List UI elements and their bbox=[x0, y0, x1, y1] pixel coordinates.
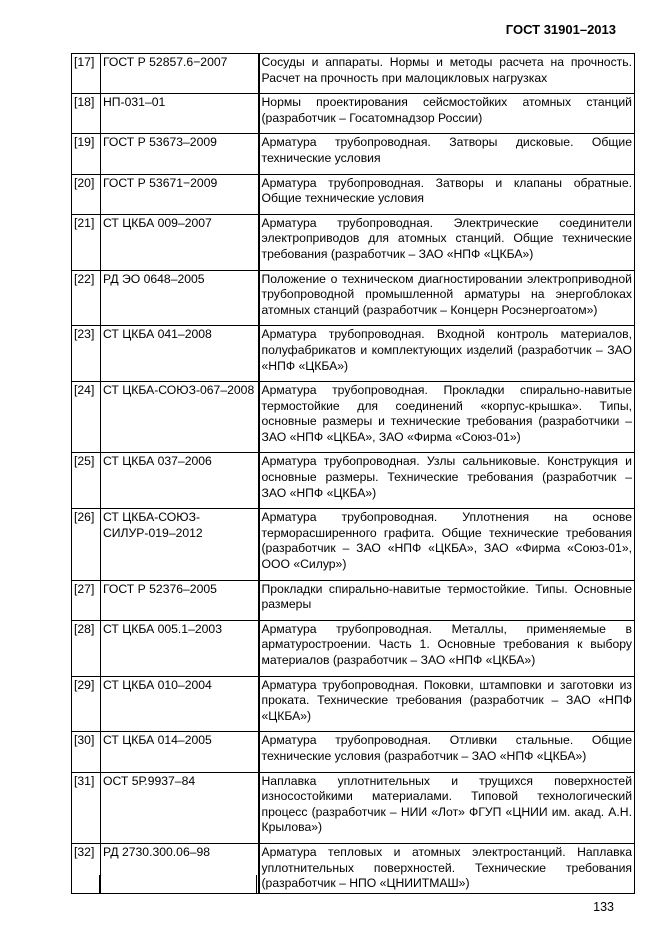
reference-code: СТ ЦКБА-СОЮЗ-067–2008 bbox=[101, 382, 259, 447]
reference-code: СТ ЦКБА 037–2006 bbox=[101, 453, 259, 502]
reference-number: [30] bbox=[72, 732, 101, 766]
reference-row bbox=[72, 620, 635, 669]
references-table-body bbox=[72, 54, 635, 894]
reference-number: [28] bbox=[72, 620, 101, 669]
reference-number: [32] bbox=[72, 843, 101, 893]
reference-number: [24] bbox=[72, 382, 101, 447]
reference-number: [22] bbox=[72, 270, 101, 319]
reference-title: Арматура трубопроводная. Металлы, применяемые в арматуростроении. Часть 1. Основные требования к выбору материалов (разработчик – ЗАО «НПФ «ЦКБА») bbox=[259, 620, 635, 669]
standard-code: ГОСТ 31901–2013 bbox=[505, 22, 616, 37]
reference-title: Арматура тепловых и атомных электростанций. Наплавка уплотнительных поверхностей. Технические требования (разработчик – НПО «ЦНИИТМАШ») bbox=[259, 843, 635, 893]
reference-title: Арматура трубопроводная. Прокладки спирально-навитые термостойкие для соединений «корпус-крышка». Типы, основные размеры и технические требования (разработчики – ЗАО «НПФ «ЦКБА», ЗАО «Фирма «Союз-01») bbox=[259, 382, 635, 447]
reference-code: ГОСТ Р 53673–2009 bbox=[101, 134, 259, 168]
reference-number: [19] bbox=[72, 134, 101, 168]
reference-title: Арматура трубопроводная. Затворы и клапаны обратные. Общие технические условия bbox=[259, 174, 635, 208]
reference-code: ОСТ 5Р.9937–84 bbox=[101, 772, 259, 837]
reference-row bbox=[72, 382, 635, 447]
reference-code: СТ ЦКБА 041–2008 bbox=[101, 326, 259, 375]
reference-row bbox=[72, 772, 635, 837]
reference-title: Прокладки спирально-навитые термостойкие. Типы. Основные размеры bbox=[259, 580, 635, 614]
reference-number: [18] bbox=[72, 94, 101, 128]
reference-row bbox=[72, 453, 635, 502]
reference-title: Арматура трубопроводная. Уплотнения на основе терморасширенного графита. Общие технические требования (разработчик – ЗАО «НПФ «ЦКБА», ЗАО «Фирма «Союз-01», ООО «Силур») bbox=[259, 509, 635, 574]
table-tail-line-num bbox=[99, 875, 100, 893]
reference-row bbox=[72, 214, 635, 263]
reference-code: СТ ЦКБА 009–2007 bbox=[101, 214, 259, 263]
reference-row bbox=[72, 326, 635, 375]
reference-row bbox=[72, 676, 635, 725]
reference-code: ГОСТ Р 53671−2009 bbox=[101, 174, 259, 208]
reference-row bbox=[72, 94, 635, 128]
reference-row bbox=[72, 509, 635, 574]
reference-code: РД ЭО 0648–2005 bbox=[101, 270, 259, 319]
reference-row bbox=[72, 580, 635, 614]
page-number-text: 133 bbox=[593, 900, 614, 914]
table-tail-line-code bbox=[256, 875, 257, 893]
reference-row bbox=[72, 134, 635, 168]
reference-title: Арматура трубопроводная. Входной контроль материалов, полуфабрикатов и комплектующих изделий (разработчик – ЗАО «НПФ «ЦКБА») bbox=[259, 326, 635, 375]
reference-number: [23] bbox=[72, 326, 101, 375]
reference-number: [26] bbox=[72, 509, 101, 574]
reference-row bbox=[72, 270, 635, 319]
reference-number: [20] bbox=[72, 174, 101, 208]
reference-title: Наплавка уплотнительных и трущихся поверхностей износостойкими материалами. Типовой технологический процесс (разработчик – НИИ «Лот» ФГУП «ЦНИИ им. акад. А.Н. Крылова») bbox=[259, 772, 635, 837]
reference-number: [29] bbox=[72, 676, 101, 725]
reference-row bbox=[72, 54, 635, 88]
page-header bbox=[506, 22, 616, 37]
reference-title: Нормы проектирования сейсмостойких атомных станций (разработчик – Госатомнадзор России) bbox=[259, 94, 635, 128]
reference-code: СТ ЦКБА-СОЮЗ-СИЛУР-019–2012 bbox=[101, 509, 259, 574]
reference-row bbox=[72, 174, 635, 208]
reference-title: Арматура трубопроводная. Электрические соединители электроприводов для атомных станций. Общие технические требования (разработчик – ЗАО «НПФ «ЦКБА») bbox=[259, 214, 635, 263]
reference-title: Арматура трубопроводная. Отливки стальные. Общие технические условия (разработчик – ЗАО «НПФ «ЦКБА») bbox=[259, 732, 635, 766]
reference-title: Арматура трубопроводная. Затворы дисковые. Общие технические условия bbox=[259, 134, 635, 168]
reference-code: НП-031–01 bbox=[101, 94, 259, 128]
reference-code: ГОСТ Р 52376–2005 bbox=[101, 580, 259, 614]
reference-number: [31] bbox=[72, 772, 101, 837]
reference-title: Положение о техническом диагностировании электроприводной трубопроводной промышленной арматуры на энергоблоках атомных станций (разработчик – Концерн Росэнергоатом») bbox=[259, 270, 635, 319]
reference-code: СТ ЦКБА 005.1–2003 bbox=[101, 620, 259, 669]
reference-code: ГОСТ Р 52857.6−2007 bbox=[101, 54, 259, 88]
references-table bbox=[71, 53, 635, 894]
reference-row bbox=[72, 843, 635, 893]
reference-number: [25] bbox=[72, 453, 101, 502]
table-tail-line-left bbox=[71, 875, 72, 893]
reference-number: [17] bbox=[72, 54, 101, 88]
reference-row bbox=[72, 732, 635, 766]
reference-title: Арматура трубопроводная. Поковки, штамповки и заготовки из проката. Технические требования (разработчик – ЗАО «НПФ «ЦКБА») bbox=[259, 676, 635, 725]
reference-code: РД 2730.300.06–98 bbox=[101, 843, 259, 893]
reference-number: [21] bbox=[72, 214, 101, 263]
reference-title: Арматура трубопроводная. Узлы сальниковые. Конструкция и основные размеры. Технические требования (разработчик – ЗАО «НПФ «ЦКБА») bbox=[259, 453, 635, 502]
page-number bbox=[593, 900, 614, 914]
reference-title: Сосуды и аппараты. Нормы и методы расчета на прочность. Расчет на прочность при малоцикловых нагрузках bbox=[259, 54, 635, 88]
reference-number: [27] bbox=[72, 580, 101, 614]
reference-code: СТ ЦКБА 014–2005 bbox=[101, 732, 259, 766]
reference-code: СТ ЦКБА 010–2004 bbox=[101, 676, 259, 725]
